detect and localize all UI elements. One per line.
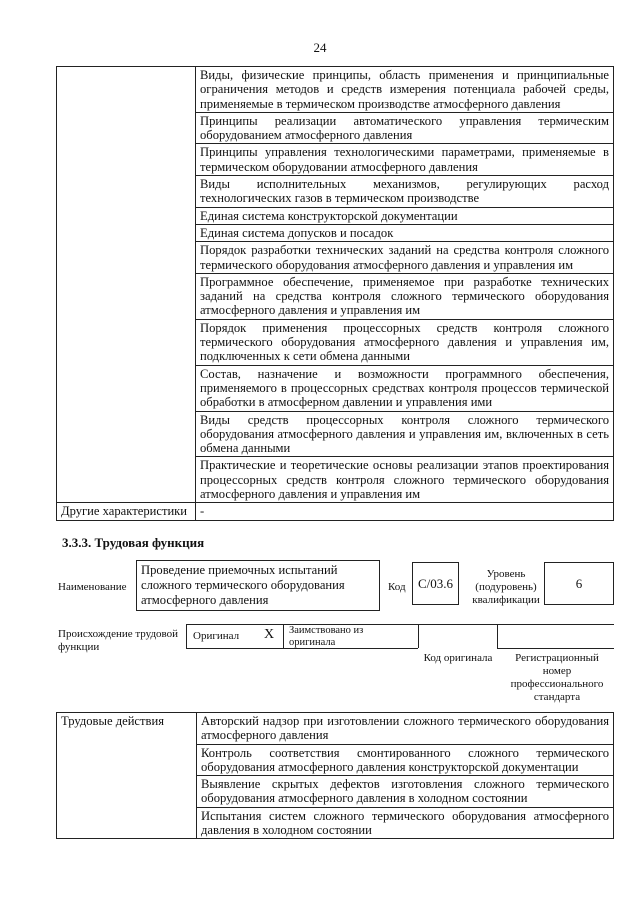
other-characteristics-value: - xyxy=(196,503,614,520)
knowledge-item: Виды исполнительных механизмов, регулирующих расход технологических газов в термическом производстве xyxy=(196,176,614,208)
knowledge-item: Единая система конструкторской документации xyxy=(196,207,614,224)
origin-divider-3 xyxy=(497,624,498,648)
knowledge-label-cell xyxy=(57,67,196,503)
other-characteristics-label: Другие характеристики xyxy=(57,503,196,520)
action-item: Испытания систем сложного термического оборудования атмосферного давления в холодном состоянии xyxy=(197,807,614,839)
code-value-box xyxy=(412,562,459,605)
level-value-box xyxy=(544,562,614,605)
action-item: Авторский надзор при изготовлении сложного термического оборудования атмосферного давления xyxy=(197,713,614,745)
actions-label: Трудовые действия xyxy=(57,713,197,839)
function-name-value: Проведение приемочных испытаний сложного термического оборудования атмосферного давления xyxy=(141,563,345,607)
actions-table xyxy=(56,712,614,839)
level-value: 6 xyxy=(575,575,583,591)
origin-label: Происхождение трудовой функции xyxy=(58,628,179,653)
knowledge-item: Практические и теоретические основы реализации этапов проектирования процессорных средств контроля сложного термического оборудования атмосферного давления и управления им xyxy=(196,457,614,503)
action-item: Контроль соответствия смонтированного сложного термического оборудования атмосферного давления конструкторской документации xyxy=(197,744,614,776)
knowledge-item: Программное обеспечение, применяемое при разработке технических заданий на средства контроля сложного термического оборудования атмосферного давления и управления им xyxy=(196,273,614,319)
knowledge-item: Виды средств процессорных контроля сложного термического оборудования атмосферного давления и управления им, включенных в сеть обмена данными xyxy=(196,411,614,457)
reg-number-top-line xyxy=(497,648,614,649)
function-name-box xyxy=(136,560,380,611)
code-original-label: Код оригинала xyxy=(423,652,493,664)
knowledge-item: Принципы реализации автоматического управления термическим оборудованием атмосферного давления xyxy=(196,112,614,144)
code-label: Код xyxy=(388,581,406,593)
knowledge-item: Принципы управления технологическими параметрами, применяемые в термическом оборудовании атмосферного давления xyxy=(196,144,614,176)
name-label: Наименование xyxy=(58,581,127,593)
reg-number-label: Регистрационный номер профессионального стандарта xyxy=(510,652,604,703)
origin-divider-1 xyxy=(283,624,284,648)
code-value: C/03.6 xyxy=(417,575,454,591)
borrowed-label: Заимствовано из оригинала xyxy=(289,625,364,648)
knowledge-table xyxy=(56,66,614,521)
knowledge-item: Порядок применения процессорных средств контроля сложного термического оборудования атмосферного давления и управления им, подключенных к сети обмена данными xyxy=(196,319,614,365)
action-item: Выявление скрытых дефектов изготовления сложного термического оборудования атмосферного давления в холодном состоянии xyxy=(197,776,614,808)
knowledge-item: Состав, назначение и возможности программного обеспечения, применяемого в процессорных средствах контроля процессов термической обработки в атмосферном давлении и управления ими xyxy=(196,365,614,411)
origin-row-bottom xyxy=(186,648,418,649)
knowledge-item: Порядок разработки технических заданий на средства контроля сложного термического оборудования атмосферного давления и управления им xyxy=(196,242,614,274)
knowledge-item: Виды, физические принципы, область применения и принципиальные ограничения методов и средств измерения потенциала рабочей среды, применяемые в термическом производстве атмосферного давления xyxy=(196,67,614,113)
knowledge-item: Единая система допусков и посадок xyxy=(196,224,614,241)
section-title: 3.3.3. Трудовая функция xyxy=(62,535,205,550)
page-number: 24 xyxy=(313,40,327,55)
original-label: Оригинал xyxy=(193,630,240,642)
original-mark: X xyxy=(264,627,275,642)
level-label: Уровень (подуровень) квалификации xyxy=(472,568,540,606)
origin-divider-2 xyxy=(418,624,419,648)
